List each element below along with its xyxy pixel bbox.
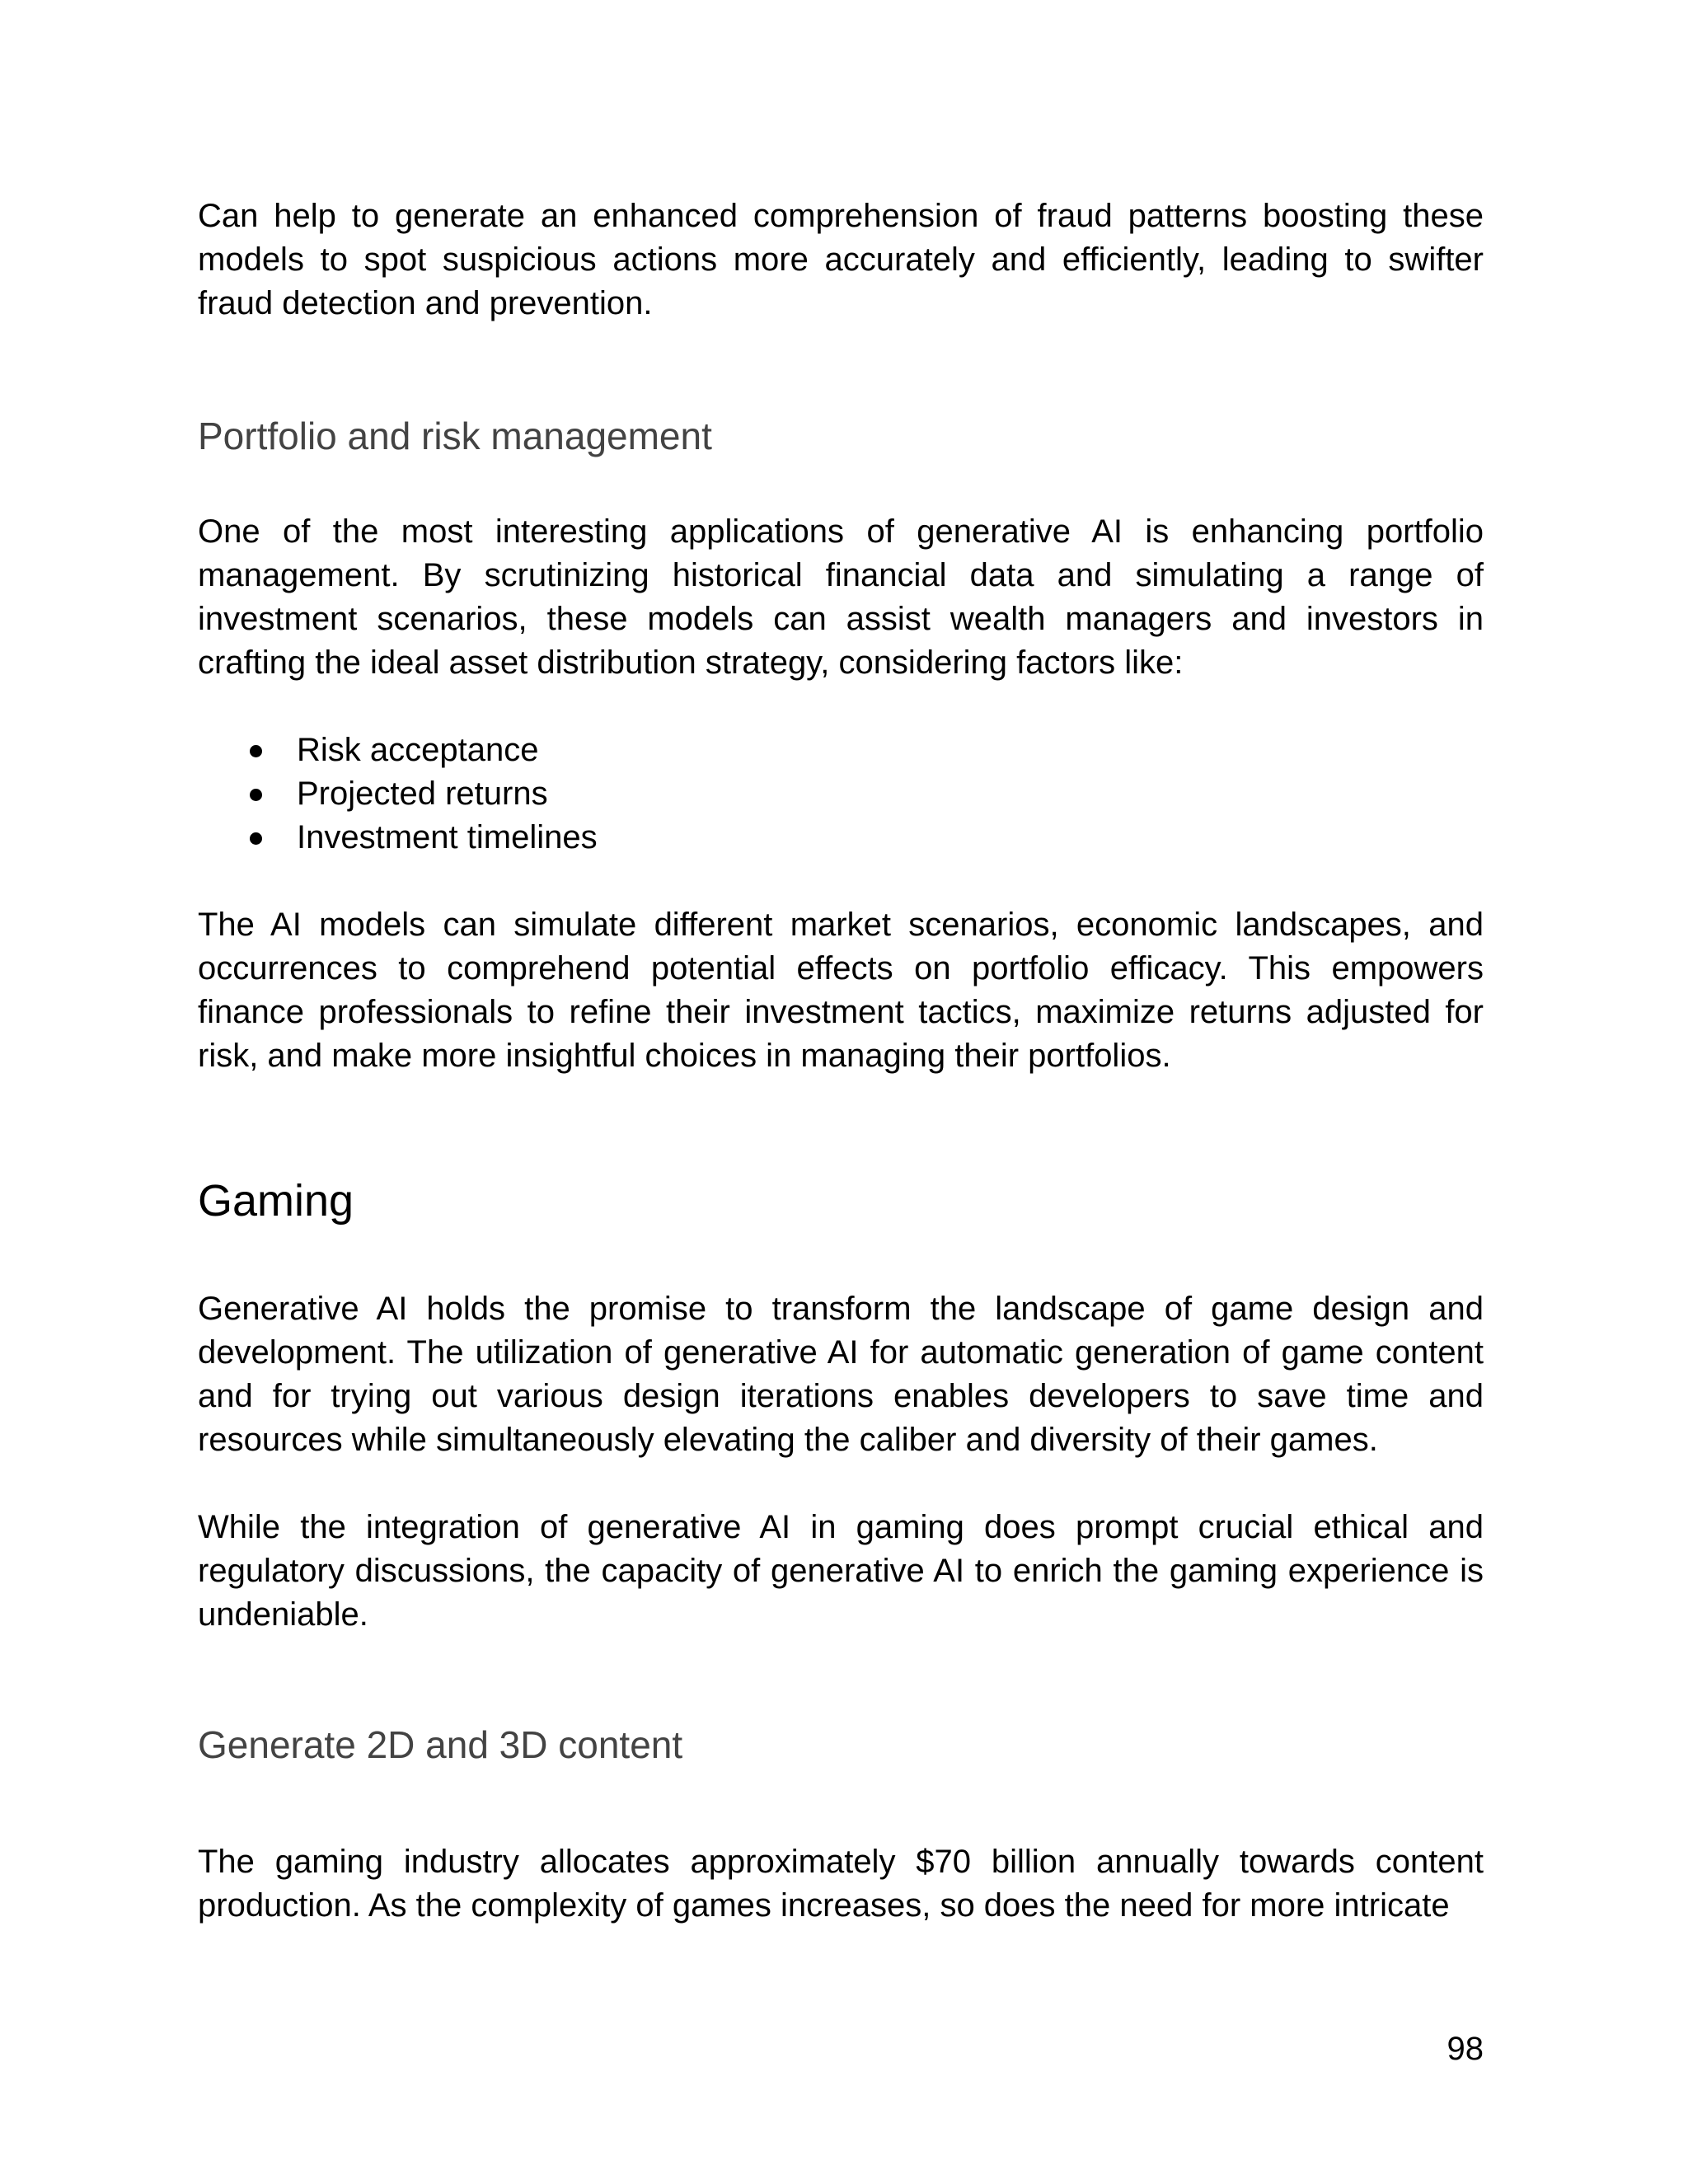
- list-item-text: Risk acceptance: [297, 732, 539, 768]
- factors-list: [198, 729, 1484, 860]
- heading-generate-2d-3d-content: Generate 2D and 3D content: [198, 1723, 683, 1766]
- paragraph-ai-models-simulation: The AI models can simulate different market scenarios, economic landscapes, and occurrences to comprehend potential effects on portfolio efficacy. This empowers finance professionals to refine their investment tactics, maximize returns adjusted for risk, and make more insightful choices in managing their portfolios.: [198, 907, 1484, 1074]
- list-item-text: Projected returns: [297, 776, 548, 812]
- page-number: 98: [1447, 2031, 1484, 2067]
- list-item: [198, 772, 1484, 816]
- bullet-icon: [250, 745, 262, 757]
- page-content: [198, 194, 1484, 1928]
- paragraph-portfolio-intro: One of the most interesting applications of generative AI is enhancing portfolio management. By scrutinizing historical financial data and simulating a range of investment scenarios, these models can assist wealth managers and investors in crafting the ideal asset distribution strategy, considering factors like:: [198, 513, 1484, 681]
- heading-portfolio-risk-management: Portfolio and risk management: [198, 415, 712, 457]
- paragraph-gaming-intro: Generative AI holds the promise to transform the landscape of game design and development. The utilization of generative AI for automatic generation of game content and for trying out various design iterations enables developers to save time and resources while simultaneously elevating the caliber and diversity of their games.: [198, 1291, 1484, 1458]
- list-item: [198, 816, 1484, 860]
- bullet-icon: [250, 832, 262, 845]
- paragraph-gaming-ethics: While the integration of generative AI in gaming does prompt crucial ethical and regulatory discussions, the capacity of generative AI to enrich the gaming experience is undeniable.: [198, 1509, 1484, 1633]
- list-item-text: Investment timelines: [297, 819, 598, 855]
- list-item: [198, 729, 1484, 772]
- paragraph-fraud-detection: Can help to generate an enhanced comprehension of fraud patterns boosting these models to spot suspicious actions more accurately and efficiently, leading to swifter fraud detection and prevention.: [198, 198, 1484, 321]
- paragraph-content-production: The gaming industry allocates approximately $70 billion annually towards content production. As the complexity of games increases, so does the need for more intricate: [198, 1844, 1484, 1924]
- heading-gaming: Gaming: [198, 1176, 354, 1226]
- bullet-icon: [250, 789, 262, 801]
